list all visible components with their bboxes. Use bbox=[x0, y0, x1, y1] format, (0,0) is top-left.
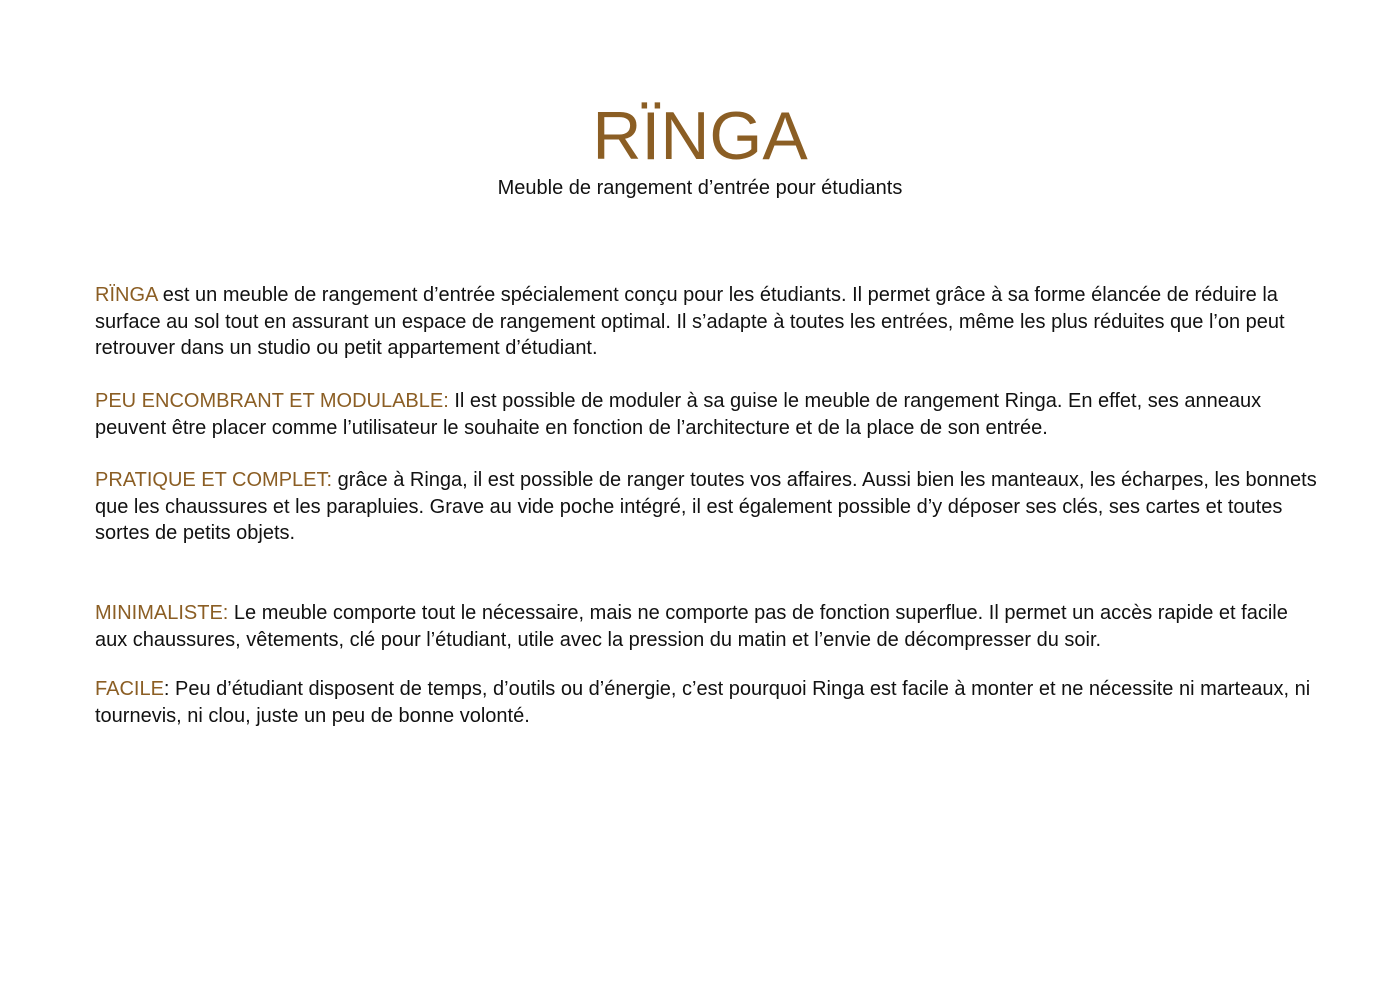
page-title: RÏNGA bbox=[592, 98, 808, 174]
paragraph-heading-pratique: PRATIQUE ET COMPLET: bbox=[95, 469, 333, 491]
paragraph-intro bbox=[95, 282, 1320, 362]
paragraph-heading-modulable: PEU ENCOMBRANT ET MODULABLE: bbox=[95, 390, 449, 412]
paragraph-minimaliste bbox=[95, 600, 1320, 653]
paragraph-body-intro: est un meuble de rangement d’entrée spécialement conçu pour les étudiants. Il permet grâce à sa forme élancée de réduire la surface au sol tout en assurant un espace de rangement optimal. Il s’adapte à toutes les entrées, même les plus réduites que l’on peut retrouver dans un studio ou petit appartement d’étudiant. bbox=[95, 284, 1285, 359]
paragraph-heading-minimaliste: MINIMALISTE: bbox=[95, 602, 229, 624]
paragraph-body-facile: : Peu d’étudiant disposent de temps, d’outils ou d’énergie, c’est pourquoi Ringa est facile à monter et ne nécessite ni marteaux, ni tournevis, ni clou, juste un peu de bonne volonté. bbox=[95, 678, 1311, 727]
paragraph-body-modulable: Il est possible de moduler à sa guise le meuble de rangement Ringa. En effet, ses anneaux peuvent être placer comme l’utilisateur le souhaite en fonction de l’architecture et de la place de son entrée. bbox=[95, 390, 1262, 439]
paragraph-heading-facile: FACILE bbox=[95, 678, 164, 700]
paragraph-body-minimaliste: Le meuble comporte tout le nécessaire, mais ne comporte pas de fonction superflue. Il permet un accès rapide et facile aux chaussures, vêtements, clé pour l’étudiant, utile avec la pression du matin et l’envie de décompresser du soir. bbox=[95, 602, 1288, 651]
paragraph-body-pratique: grâce à Ringa, il est possible de ranger toutes vos affaires. Aussi bien les manteaux, les écharpes, les bonnets que les chaussures et les parapluies. Grave au vide poche intégré, il est également possible d’y déposer ses clés, ses cartes et toutes sortes de petits objets. bbox=[95, 469, 1317, 544]
paragraph-pratique bbox=[95, 467, 1320, 547]
page-subtitle: Meuble de rangement d’entrée pour étudiants bbox=[497, 177, 903, 199]
paragraph-modulable bbox=[95, 388, 1320, 441]
paragraph-facile bbox=[95, 676, 1320, 729]
paragraph-heading-ringa: RÏNGA bbox=[95, 284, 158, 306]
